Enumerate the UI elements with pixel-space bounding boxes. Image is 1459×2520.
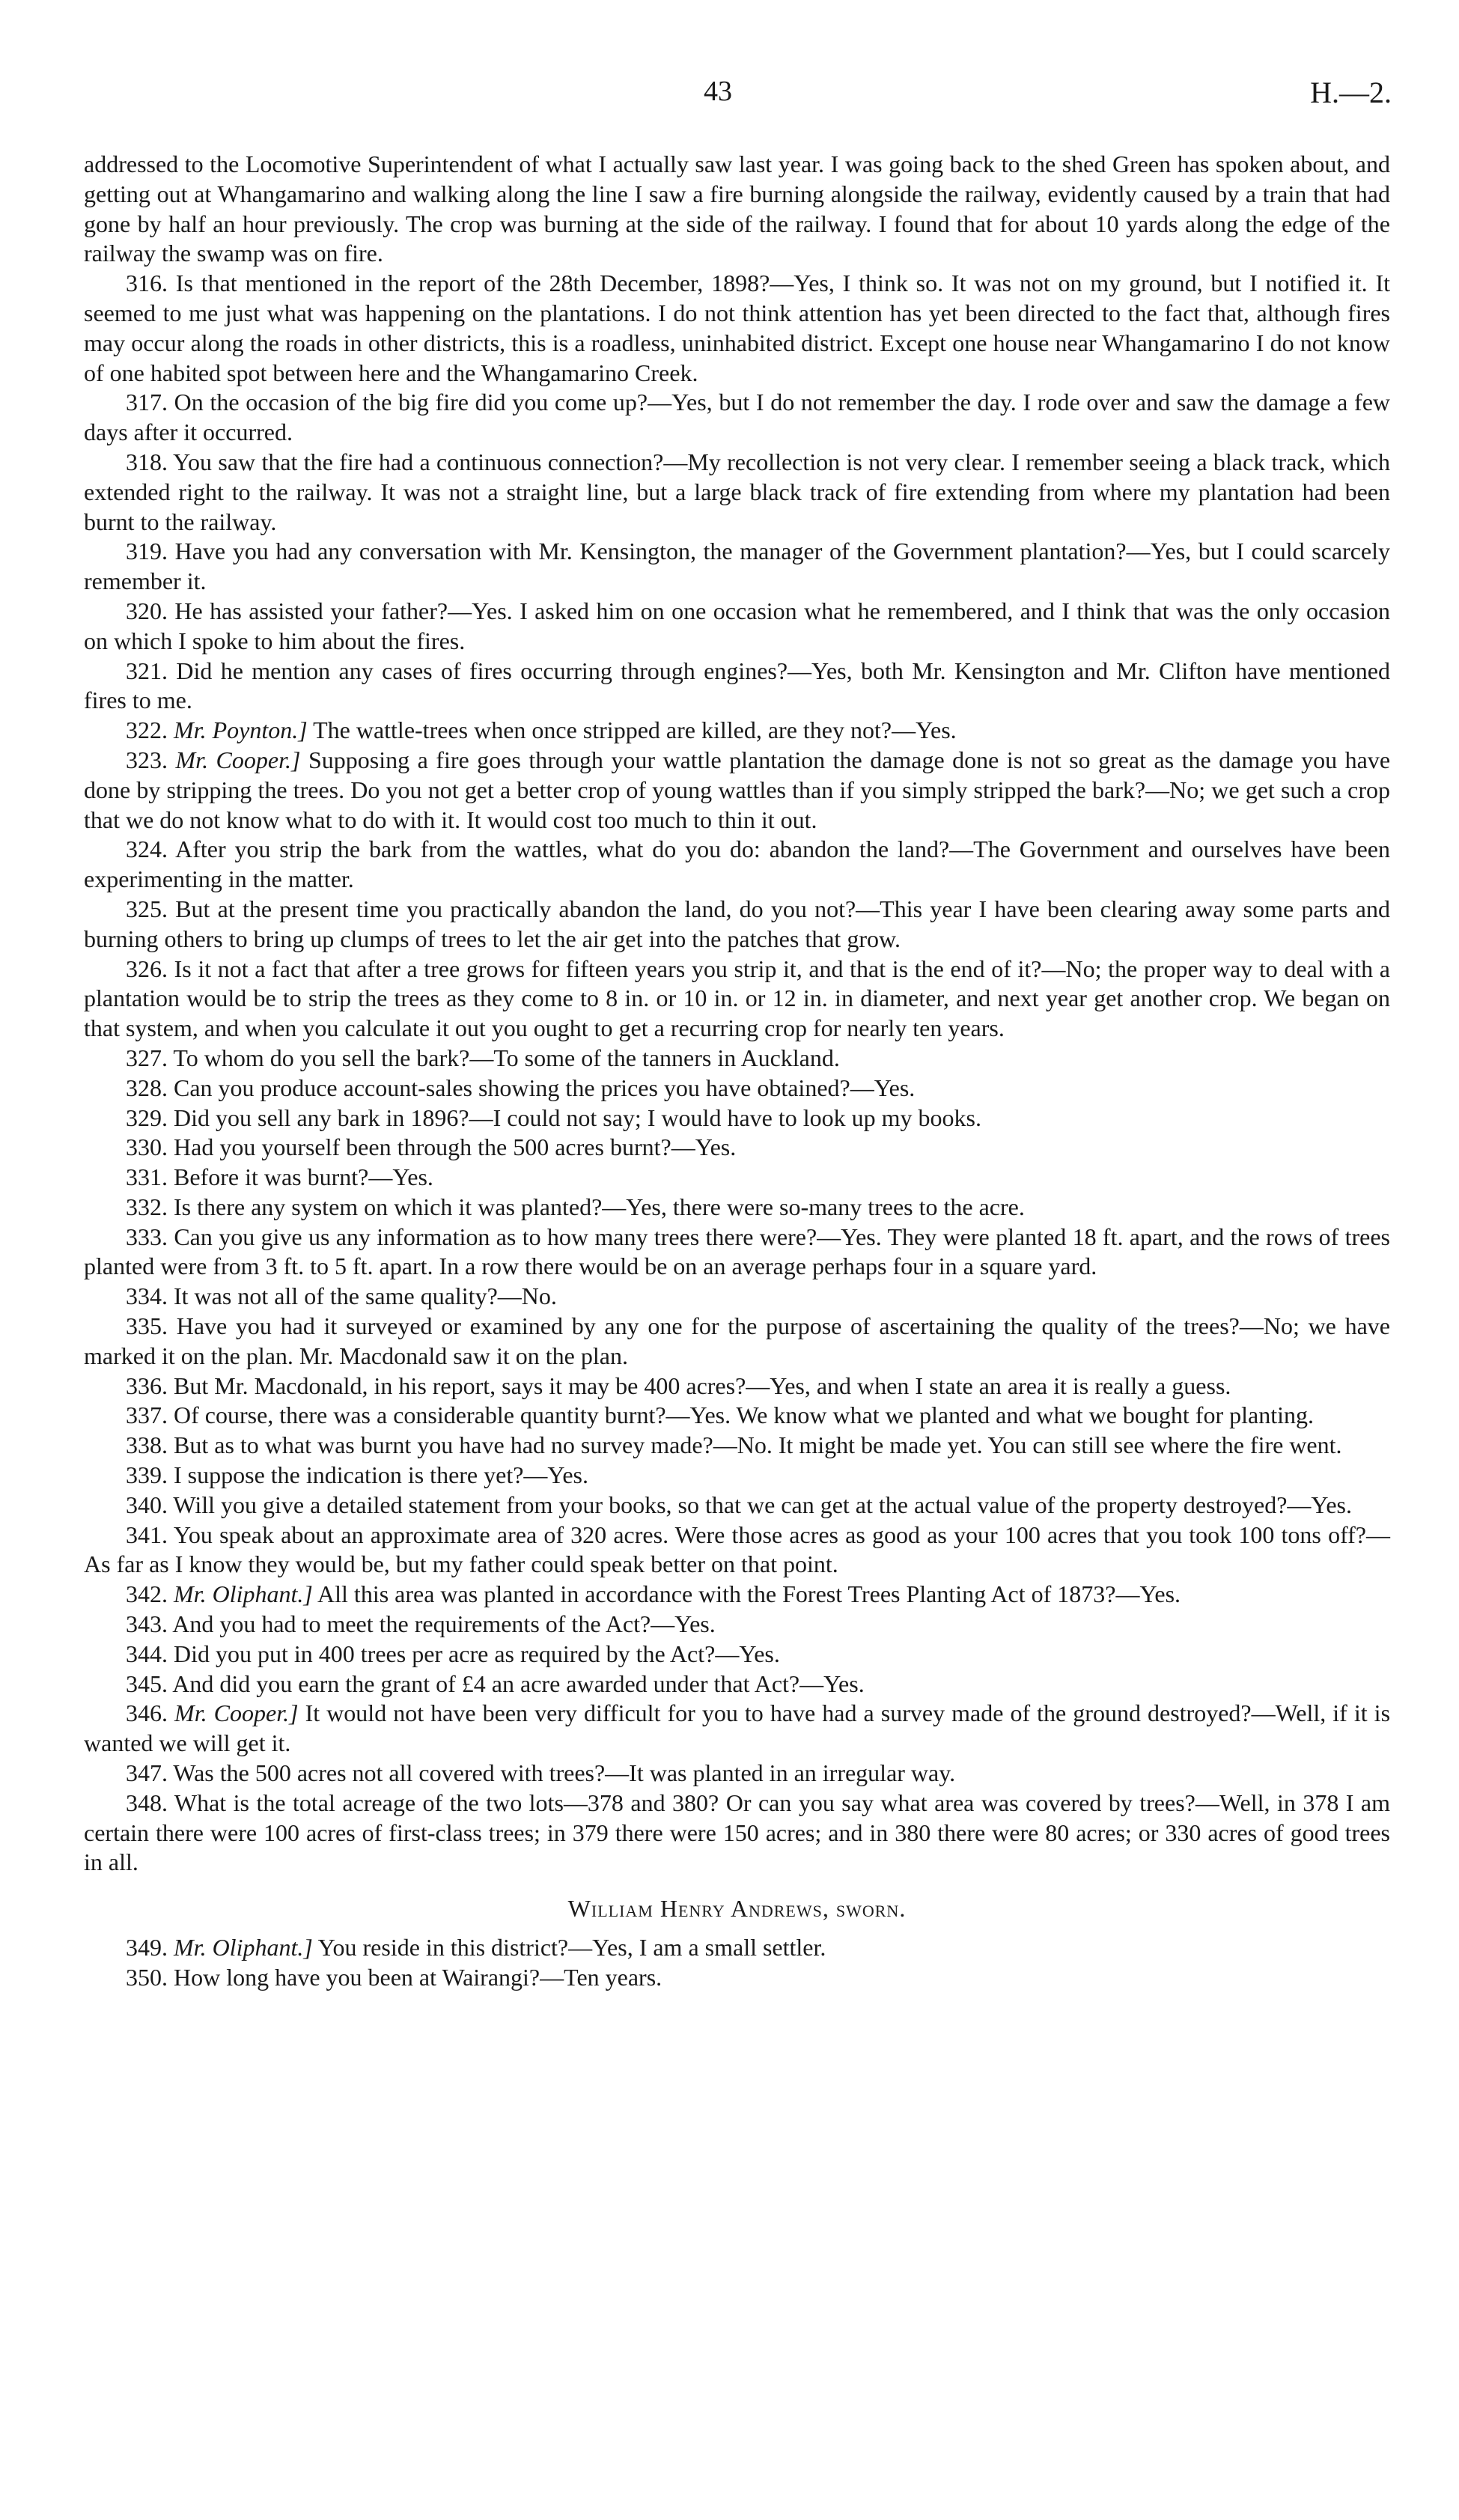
paragraph: 319. Have you had any conversation with Mr. Kensington, the manager of the Government plantation?—Yes, but I could scarcely remember it. [84,538,1390,595]
paragraph: 337. Of course, there was a considerable quantity burnt?—Yes. We know what we planted and what we bought for planting. [126,1401,1314,1429]
page-header [0,75,1459,120]
paragraph: 320. He has assisted your father?—Yes. I asked him on one occasion what he remembered, and I think that was the only occasion on which I spoke to him about the fires. [84,597,1390,654]
question-number: 349. [126,1934,168,1961]
section-code: H.—2. [1310,76,1392,109]
paragraph: 316. Is that mentioned in the report of the 28th December, 1898?—Yes, I think so. It was not on my ground, but I notified it. It seemed to me just what was happening on the plantations. I do not think attention has yet been directed to the fact that, although fires may occur along the roads in other districts, this is a roadless, uninhabited district. Except one house near Whangamarino I do not know of one habited spot between here and the Whangamarino Creek. [84,270,1390,386]
paragraph: 333. Can you give us any information as to how many trees there were?—Yes. They were planted 18 ft. apart, and the rows of trees planted were from 3 ft. to 5 ft. apart. In a row there would be on an average perhaps four in a square yard. [84,1223,1390,1280]
paragraph: 336. But Mr. Macdonald, in his report, says it may be 400 acres?—Yes, and when I state an area it is really a guess. [126,1372,1231,1399]
paragraph-text: The wattle-trees when once stripped are killed, are they not?—Yes. [313,716,957,744]
speaker-name: Mr. Cooper.] [175,746,301,773]
body-text [84,150,1390,1993]
witness-heading: William Henry Andrews, sworn. [567,1895,907,1923]
paragraph: 326. Is it not a fact that after a tree grows for fifteen years you strip it, and that is the end of it?—No; the proper way to deal with a plantation would be to strip the trees as they come to 8 in. or 10 in. or 12 in. in diameter, and next year get another crop. We began on that system, and when you calculate it out you ought to get a recurring crop for nearly ten years. [84,955,1390,1042]
paragraph: 340. Will you give a detailed statement from your books, so that we can get at the actual value of the property destroyed?—Yes. [126,1491,1352,1518]
question-number: 342. [126,1580,168,1608]
question-number: 346. [126,1699,168,1727]
question-number: 323. [126,746,168,773]
paragraph: 317. On the occasion of the big fire did you come up?—Yes, but I do not remember the day. I rode over and saw the damage a few days after it occurred. [84,389,1390,446]
paragraph: 345. And did you earn the grant of £4 an acre awarded under that Act?—Yes. [126,1670,865,1697]
paragraph: addressed to the Locomotive Superintendent of what I actually saw last year. I was going back to the shed Green has spoken about, and getting out at Whangamarino and walking along the line I saw a fire burning alongside the railway, evidently caused by a train that had gone by half an hour previously. The crop was burning at the side of the railway. I found that for about 10 yards along the edge of the railway the swamp was on fire. [84,150,1390,267]
paragraph [84,746,1390,835]
paragraph [84,1580,1390,1610]
page-number: 43 [704,76,732,107]
question-number: 322. [126,716,168,744]
paragraph: 329. Did you sell any bark in 1896?—I could not say; I would have to look up my books. [126,1104,981,1131]
paragraph: 335. Have you had it surveyed or examined by any one for the purpose of ascertaining the quality of the trees?—No; we have marked it on the plan. Mr. Macdonald saw it on the plan. [84,1312,1390,1369]
speaker-name: Mr. Oliphant.] [174,1580,313,1608]
paragraph: 324. After you strip the bark from the wattles, what do you do: abandon the land?—The Government and ourselves have been experimenting in the matter. [84,836,1390,893]
paragraph: 339. I suppose the indication is there yet?—Yes. [126,1461,588,1489]
paragraph: 327. To whom do you sell the bark?—To some of the tanners in Auckland. [126,1044,840,1071]
paragraph: 344. Did you put in 400 trees per acre as required by the Act?—Yes. [126,1640,780,1667]
paragraph [84,1933,1390,1963]
paragraph-text: Supposing a fire goes through your wattle plantation the damage done is not so great as the damage you have done by stripping the trees. Do you not get a better crop of young wattles than if you simply stripped the bark?—No; we get such a crop that we do not know what to do with it. It would cost too much to thin it out. [84,746,1391,833]
speaker-name: Mr. Oliphant.] [174,1934,313,1961]
paragraph: 331. Before it was burnt?—Yes. [126,1163,433,1191]
paragraph-text: You reside in this district?—Yes, I am a small settler. [317,1934,826,1961]
paragraph: 332. Is there any system on which it was planted?—Yes, there were so-many trees to the acre. [126,1193,1025,1220]
paragraph: 343. And you had to meet the requirements of the Act?—Yes. [126,1610,716,1638]
paragraph [84,1699,1390,1759]
speaker-name: Mr. Cooper.] [174,1699,299,1727]
paragraph: 318. You saw that the fire had a continuous connection?—My recollection is not very clear. I remember seeing a black track, which extended right to the railway. It was not a straight line, but a large black track of fire extending from where my plantation had been burnt to the railway. [84,448,1390,535]
paragraph: 325. But at the present time you practically abandon the land, do you not?—This year I have been clearing away some parts and burning others to bring up clumps of trees to let the air get into the patches that grow. [84,895,1390,952]
paragraph-text: It would not have been very difficult for you to have had a survey made of the ground destroyed?—Well, if it is wanted we will get it. [84,1699,1391,1757]
paragraph [84,716,1390,746]
paragraph-text: All this area was planted in accordance with the Forest Trees Planting Act of 1873?—Yes. [317,1580,1181,1608]
paragraph: 350. How long have you been at Wairangi?—Ten years. [126,1963,663,1991]
speaker-name: Mr. Poynton.] [174,716,308,744]
paragraph: 330. Had you yourself been through the 500 acres burnt?—Yes. [126,1133,737,1161]
paragraph: 347. Was the 500 acres not all covered with trees?—It was planted in an irregular way. [126,1759,956,1787]
paragraph: 348. What is the total acreage of the two lots—378 and 380? Or can you say what area was covered by trees?—Well, in 378 I am certain there were 100 acres of first-class trees; in 379 there were 150 acres; and in 380 there were 80 acres; or 330 acres of good trees in all. [84,1789,1390,1876]
paragraph: 338. But as to what was burnt you have had no survey made?—No. It might be made yet. You can still see where the fire went. [126,1431,1342,1459]
paragraph: 328. Can you produce account-sales showing the prices you have obtained?—Yes. [126,1074,916,1101]
paragraph: 334. It was not all of the same quality?—No. [126,1282,557,1310]
paragraph: 321. Did he mention any cases of fires occurring through engines?—Yes, both Mr. Kensington and Mr. Clifton have mentioned fires to me. [84,657,1390,714]
paragraph: 341. You speak about an approximate area of 320 acres. Were those acres as good as your 100 acres that you took 100 tons off?—As far as I know they would be, but my father could speak better on that point. [84,1521,1390,1578]
